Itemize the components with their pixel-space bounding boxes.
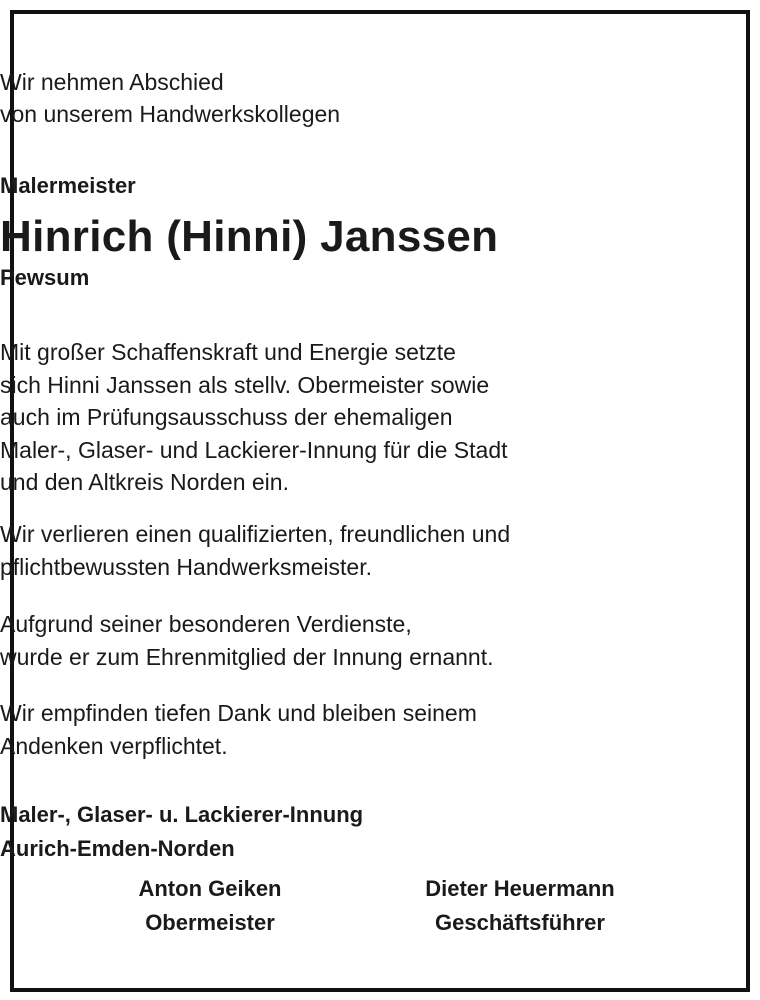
intro-line: Wir nehmen Abschied: [0, 69, 224, 95]
organization-line: Maler-, Glaser- u. Lackierer-Innung: [0, 802, 364, 827]
paragraph-line: Maler-, Glaser- und Lackierer-Innung für die Stadt: [0, 436, 508, 463]
signer-name: Anton Geiken: [138, 876, 282, 901]
paragraph-line: Wir verlieren einen qualifizierten, freundlichen und: [0, 521, 511, 547]
signer-name: Dieter Heuermann: [425, 876, 615, 901]
deceased-place: Pewsum: [0, 265, 90, 290]
paragraph-line: Mit großer Schaffenskraft und Energie setzte: [0, 339, 456, 365]
paragraph-line: sich Hinni Janssen als stellv. Obermeister sowie: [0, 371, 490, 398]
paragraph-line: auch im Prüfungsausschuss der ehemaligen: [0, 404, 453, 430]
paragraph-honorary: [0, 608, 760, 673]
paragraph-line: und den Altkreis Norden ein.: [0, 469, 289, 495]
organization-line: Aurich-Emden-Norden: [0, 836, 235, 861]
paragraph-line: pflichtbewussten Handwerksmeister.: [0, 553, 372, 580]
paragraph-merits: [0, 336, 760, 499]
signer-left: [100, 872, 320, 940]
signer-right: [390, 872, 650, 940]
paragraph-thanks: [0, 697, 760, 762]
paragraph-line: Andenken verpflichtet.: [0, 732, 228, 759]
organization-name: [0, 798, 760, 866]
paragraph-loss: [0, 518, 760, 583]
paragraph-line: Aufgrund seiner besonderen Verdienste,: [0, 611, 412, 637]
paragraph-line: Wir empfinden tiefen Dank und bleiben seinem: [0, 700, 477, 726]
signer-role: Obermeister: [145, 910, 275, 935]
deceased-name: Hinrich (Hinni) Janssen: [0, 212, 499, 261]
intro-line: von unserem Handwerkskollegen: [0, 101, 341, 127]
intro-text: [0, 66, 760, 130]
deceased-title: Malermeister: [0, 173, 136, 198]
signer-role: Geschäftsführer: [435, 910, 605, 935]
paragraph-line: wurde er zum Ehrenmitglied der Innung ernannt.: [0, 643, 494, 670]
